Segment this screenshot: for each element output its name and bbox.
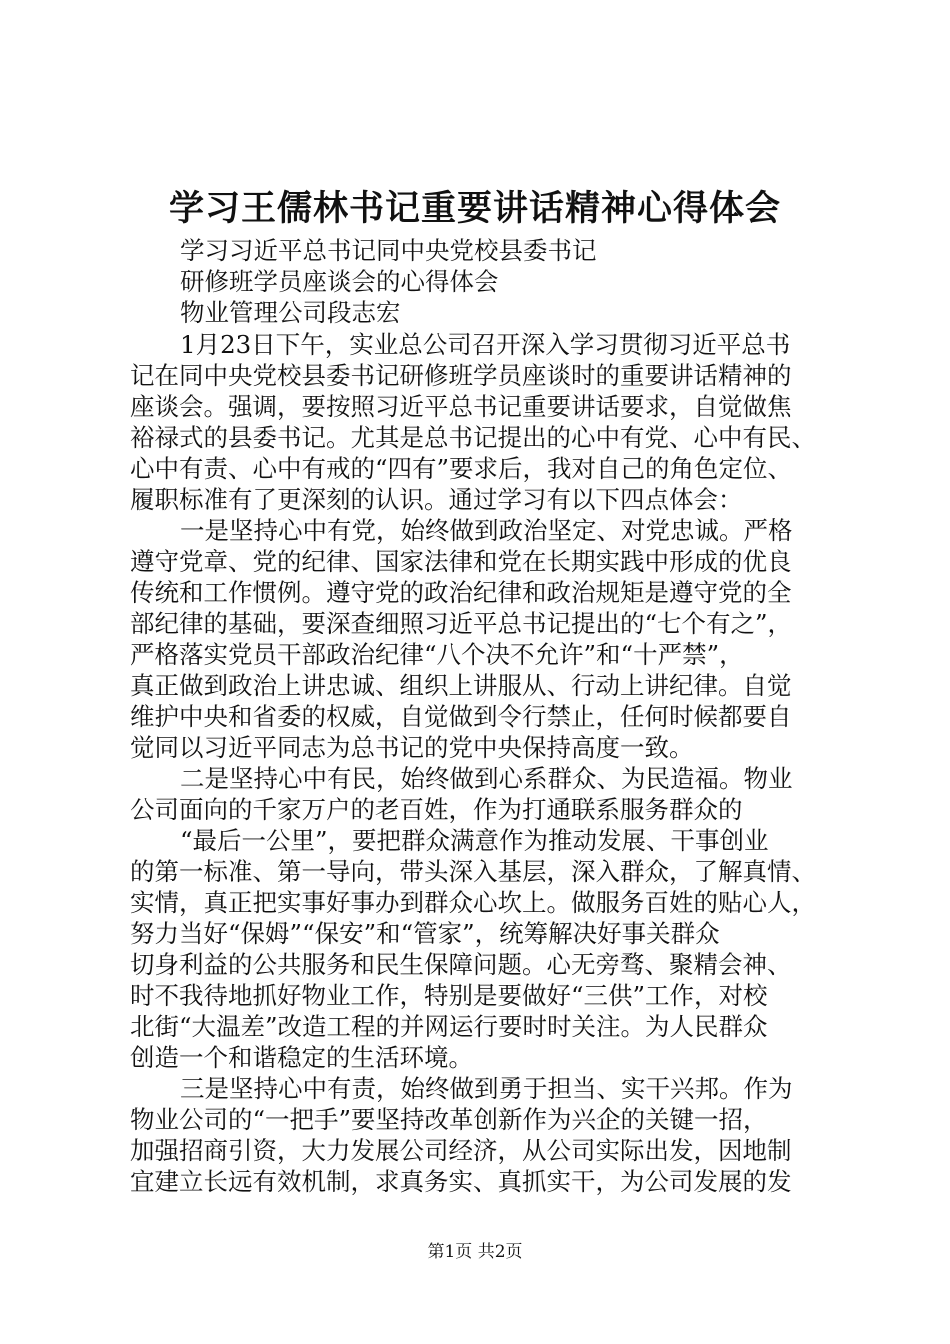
- body-line: 觉同以习近平同志为总书记的党中央保持高度一致。: [130, 733, 694, 762]
- body-line: 传统和工作惯例。遵守党的政治纪律和政治规矩是遵守党的全: [130, 578, 792, 607]
- body-line: 三是坚持心中有责，始终做到勇于担当、实干兴邦。作为: [180, 1074, 793, 1103]
- body-line: 记在同中央党校县委书记研修班学员座谈时的重要讲话精神的: [130, 361, 792, 390]
- body-line: 遵守党章、党的纪律、国家法律和党在长期实践中形成的优良: [130, 547, 792, 576]
- body-line: 二是坚持心中有民，始终做到心系群众、为民造福。物业: [180, 764, 793, 793]
- body-line: “最后一公里”，要把群众满意作为推动发展、干事创业: [180, 826, 769, 855]
- body-line: 努力当好“保姆”“保安”和“管家”，统筹解决好事关群众: [130, 919, 720, 948]
- body-line: 加强招商引资，大力发展公司经济，从公司实际出发，因地制: [130, 1136, 792, 1165]
- body-line: 实情，真正把实事好事办到群众心坎上。做服务百姓的贴心人，: [130, 888, 816, 917]
- body-line: 物业公司的“一把手”要坚持改革创新作为兴企的关键一招，: [130, 1105, 768, 1134]
- body-line: 切身利益的公共服务和民生保障问题。心无旁骛、聚精会神、: [130, 950, 792, 979]
- body-line: 真正做到政治上讲忠诚、组织上讲服从、行动上讲纪律。自觉: [130, 671, 792, 700]
- subtitle-line: 学习习近平总书记同中央党校县委书记: [180, 236, 597, 265]
- body-line: 座谈会。强调，要按照习近平总书记重要讲话要求，自觉做焦: [130, 392, 792, 421]
- body-line: 北街“大温差”改造工程的并网运行要时时关注。为人民群众: [130, 1012, 768, 1041]
- body-line: 部纪律的基础，要深查细照习近平总书记提出的“七个有之”，: [130, 609, 793, 638]
- author-line: 物业管理公司段志宏: [180, 298, 401, 327]
- body-line: 心中有责、心中有戒的“四有”要求后，我对自己的角色定位、: [130, 454, 793, 483]
- body-line: 创造一个和谐稳定的生活环境。: [130, 1043, 473, 1072]
- page-number: 第1页 共2页: [427, 1242, 523, 1262]
- body-line: 一是坚持心中有党，始终做到政治坚定、对党忠诚。严格: [180, 516, 793, 545]
- body-line: 1月23日下午，实业总公司召开深入学习贯彻习近平总书: [180, 330, 791, 359]
- body-line: 宜建立长远有效机制，求真务实、真抓实干，为公司发展的发: [130, 1167, 792, 1196]
- body-line: 的第一标准、第一导向，带头深入基层，深入群众，了解真情、: [130, 857, 816, 886]
- body-line: 公司面向的千家万户的老百姓，作为打通联系服务群众的: [130, 795, 743, 824]
- body-line: 时不我待地抓好物业工作，特别是要做好“三供”工作，对校: [130, 981, 768, 1010]
- subtitle-line: 研修班学员座谈会的心得体会: [180, 267, 499, 296]
- body-line: 裕禄式的县委书记。尤其是总书记提出的心中有党、心中有民、: [130, 423, 816, 452]
- body-line: 严格落实党员干部政治纪律“八个决不允许”和“十严禁”，: [130, 640, 744, 669]
- body-line: 履职标准有了更深刻的认识。通过学习有以下四点体会：: [130, 485, 743, 514]
- body-line: 维护中央和省委的权威，自觉做到令行禁止，任何时候都要自: [130, 702, 792, 731]
- document-title: 学习王儒林书记重要讲话精神心得体会: [168, 188, 781, 229]
